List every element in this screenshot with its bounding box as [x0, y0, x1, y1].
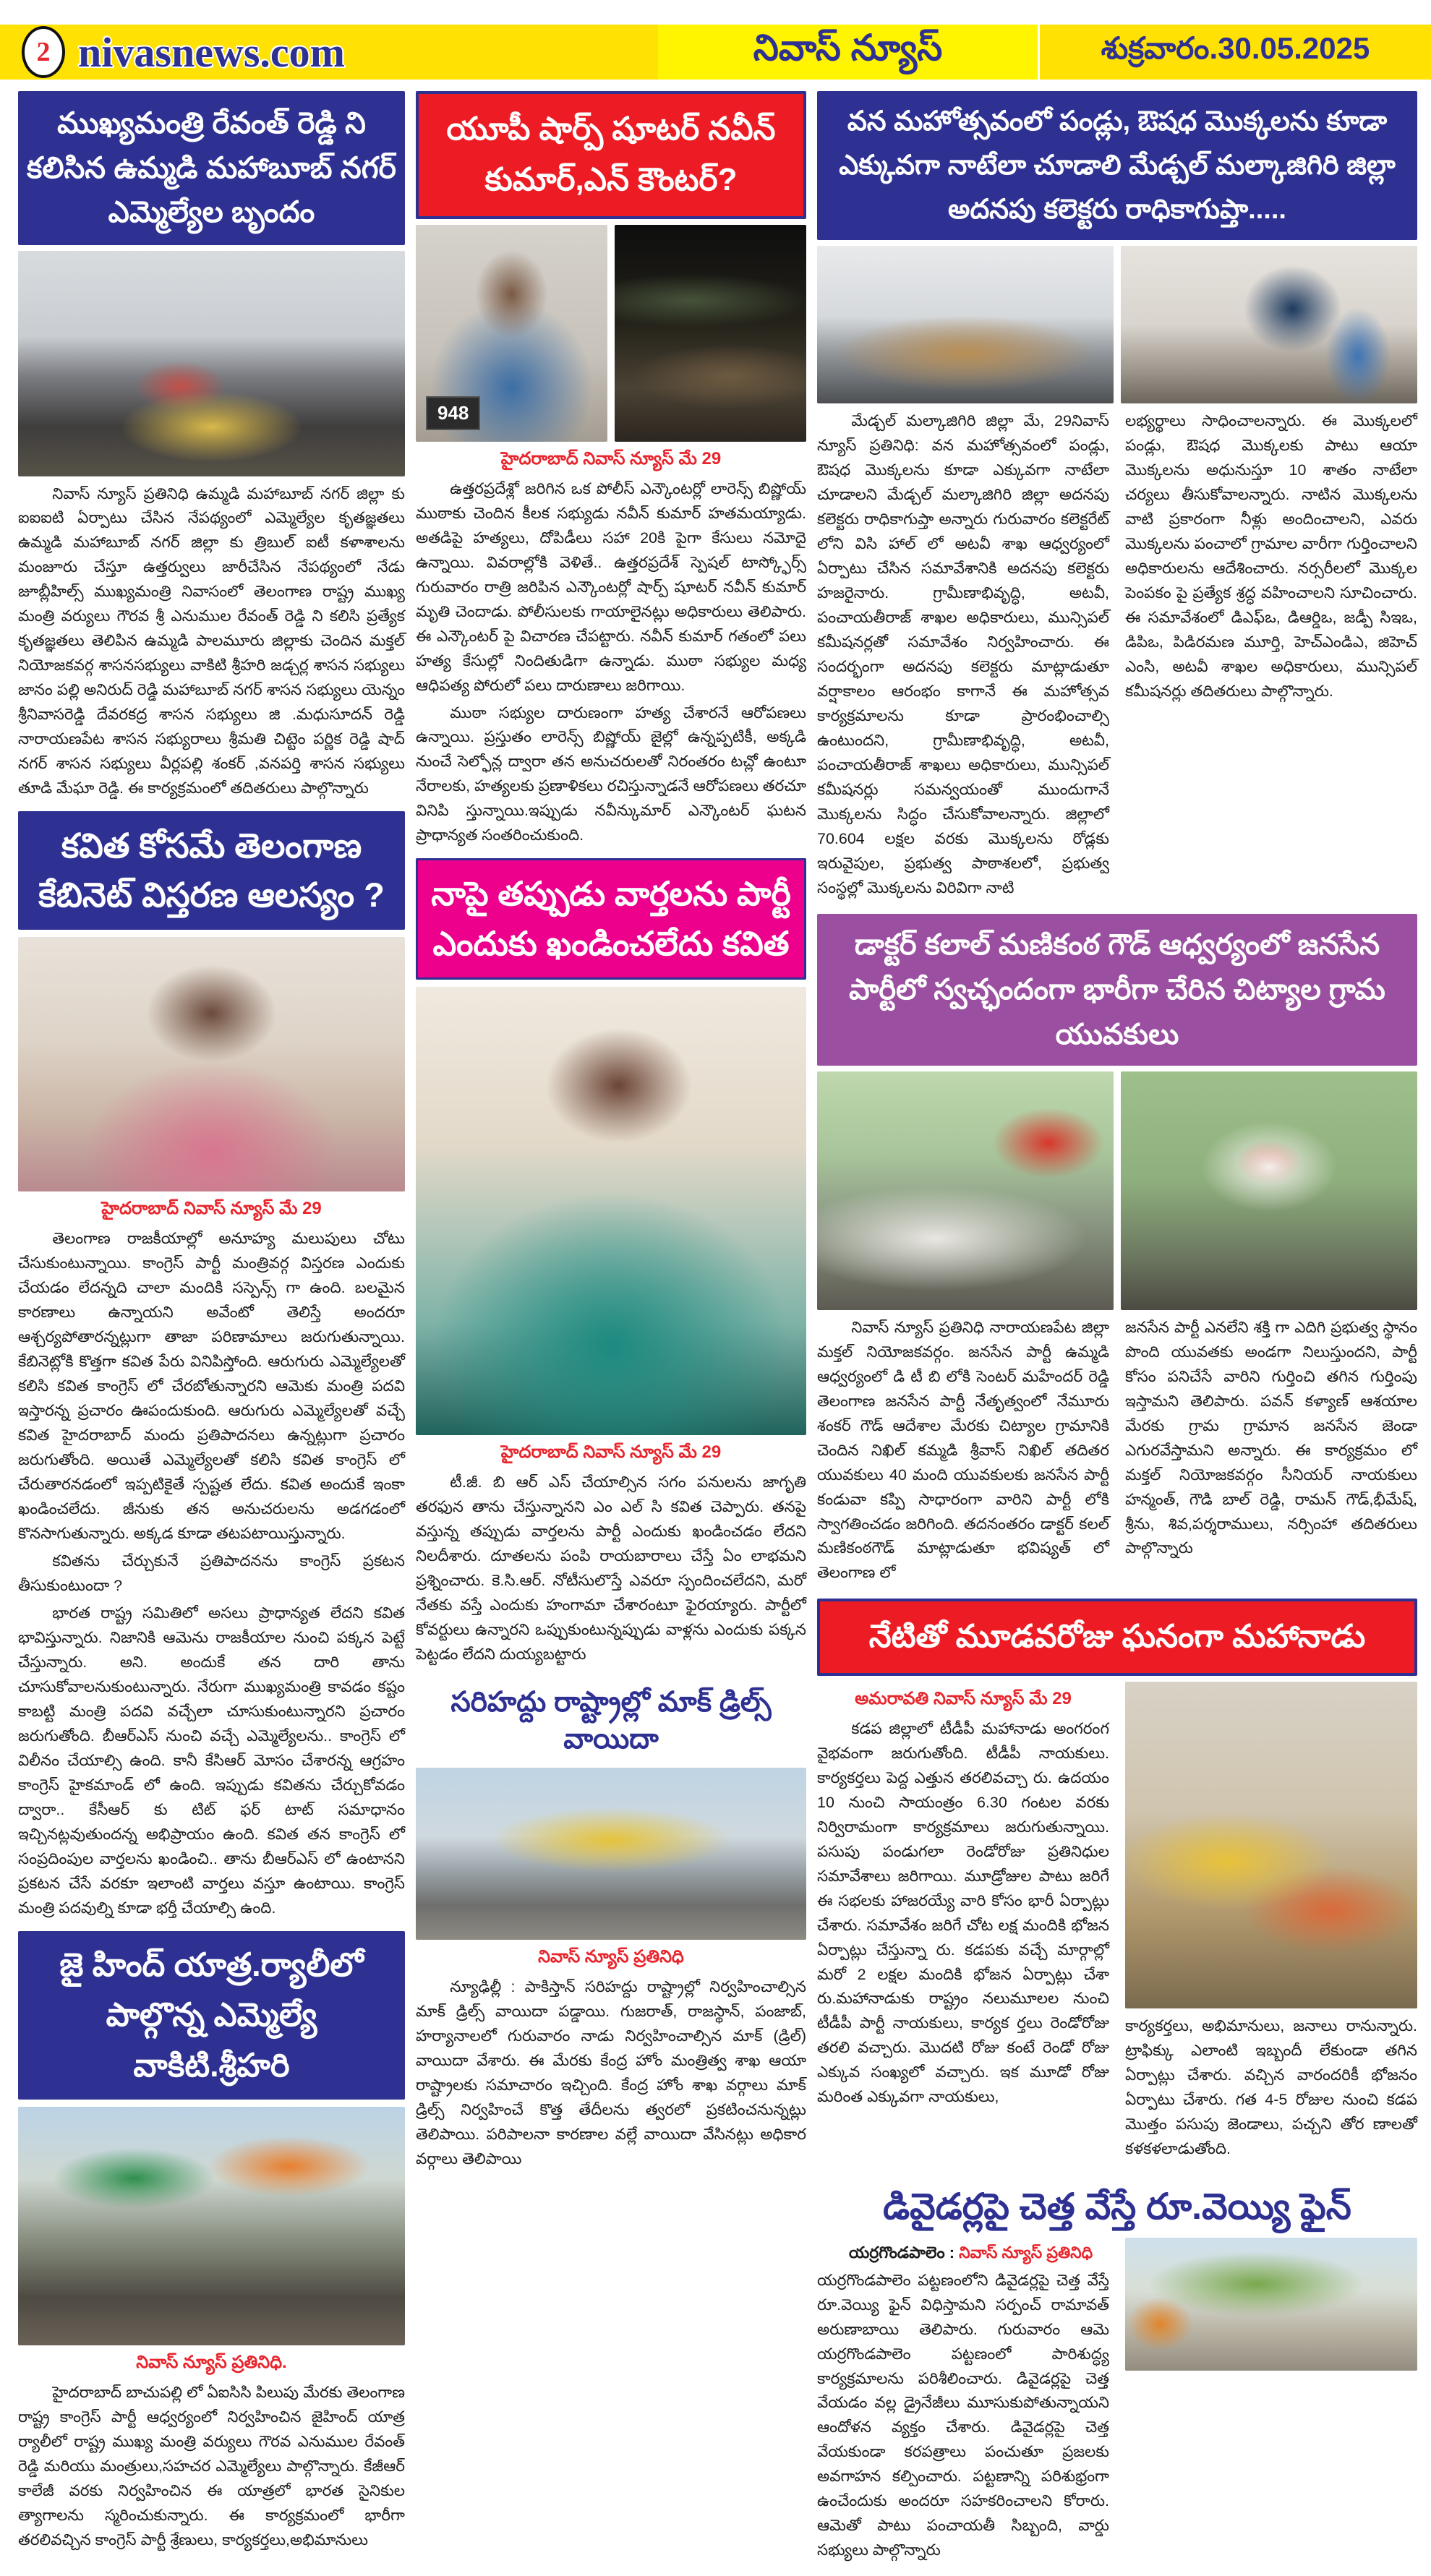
dateline-agency: నివాస్ న్యూస్ ప్రతినిధి: [959, 2243, 1093, 2262]
story-vana-mahotsavam: [817, 91, 1417, 904]
edition-date: శుక్రవారం.30.05.2025: [1101, 30, 1370, 65]
body-vana-mahotsavam: [817, 409, 1417, 903]
story-kavitha-cabinet: [18, 811, 405, 1920]
mahanadu-layout: [817, 1682, 1417, 2165]
body-cm-meeting: [18, 482, 405, 802]
story-mock-drills: [416, 1677, 806, 2172]
column-1: [18, 91, 405, 2576]
divider-right: [1125, 2238, 1417, 2567]
paragraph-right: కార్యకర్తలు, అభిమానులు, జనాలు రానున్నారు. ట్రాఫిక్కు ఎలాంటి ఇబ్బందీ లేకుండా తగిన ఏర్పాట్లు చేశారు. వచ్చిన వారందరికీ భోజనం ఏర్పాటు చేశారు. గత 4-5 రోజుల నుంచి కడప మొత్తం పసుపు జెండాలు, పచ్చని తోర ణాలతో కళకళలాడుతోంది.: [1125, 2016, 1417, 2157]
paragraph: న్యూఢిల్లీ : పాకిస్తాన్ సరిహద్దు రాష్ట్రాల్లో నిర్వహించాల్సిన మాక్ డ్రిల్స్ వాయిదా పడ్డాయి. గుజరాత్, రాజస్థాన్, పంజాబ్, హర్యానాలలో గురువారం నాడు నిర్వహించాల్సిన మాక్ (డ్రిల్) వాయిదా వేశారు. ఈ మేరకు కేంద్ర హోం మంత్రిత్వ శాఖ ఆయా రాష్ట్రాలకు సమాచారం ఇచ్చింది. కేంద్ర హోం శాఖ వర్గాలు మాక్ డ్రిల్స్ నిర్వహించే కొత్త తేదీలను త్వరలో ప్రకటించనున్నట్లు తెలిపాయి. పరిపాలనా కారణాల వల్లే వాయిదా వేసినట్లు అధికార వర్గాలు తెలిపాయి: [416, 1978, 806, 2168]
photo-kavitha-portrait: [18, 937, 405, 1191]
paragraph-left: మేడ్చల్ మల్కాజిగిరి జిల్లా మే, 29నివాస్ న్యూస్ ప్రతినిధి: వన మహోత్సవంలో పండ్లు, ఔషధ మొక్కలను కూడా ఎక్కువగా నాటేలా చూడాలని మేడ్చల్ మల్కాజిగిరి జిల్లా అదనపు కలెక్టరు రాధికాగుప్తా అన్నారు గురువారం కలెక్టరేట్ లోని విసి హాల్ లో అటవీ శాఖ ఆధ్వర్యంలో ఏర్పాటు చేసిన సమావేశానికి అదనపు కలెక్టరు హజరైనారు. గ్రామీణాభివృద్ధి, అటవీ, పంచాయతీరాజ్ శాఖల అధికారులు, మున్సిపల్ కమీషనర్లతో సమావేశం నిర్వహించారు. ఈ సందర్భంగా అదనపు కలెక్టరు మాట్లాడుతూ వర్షాకాలం ఆరంభం కాగానే ఈ మహోత్సవ కార్యక్రమాలను కూడా ప్రారంభించాల్సి ఉంటుందని, గ్రామీణాభివృద్ధి, అటవీ, పంచాయతీరాజ్ శాఖలు అధికారులు, మున్సిపల్ కమీషనర్లు సమన్వయంతో ముందుగానే మొక్కలను సిద్ధం చేసుకోవాలన్నారు. జిల్లాలో 70.604 లక్షల వరకు మొక్కలను రోడ్లకు ఇరువైపుల, ప్రభుత్వ పాఠాశలలో, ప్రభుత్వ సంస్థల్లో మొక్కలను విరివిగా నాటి: [817, 412, 1109, 897]
headline-jaihind-rally: జై హింద్ యాత్ర.ర్యాలీలో పాల్గొన్న ఎమ్మెల్యే వాకిటి.శ్రీహరి: [18, 1931, 405, 2100]
story-kavitha-party: [416, 858, 806, 1667]
photo-mahanadu-crowd: [1125, 1682, 1417, 2008]
photo-collectorate-meeting: [817, 246, 1114, 403]
body-janasena-joining: [817, 1316, 1417, 1589]
page-number-badge: [22, 26, 65, 78]
paragraph-left: నివాస్ న్యూస్ ప్రతినిధి నారాయణపేట జిల్లా మక్తల్ నియోజకవర్గం. జనసేన పార్టీ ఉమ్మడి ఆధ్వర్యంలో డి టీ బి లోకి సెంటర్ మహేందర్ రెడ్డి తెలంగాణ జనసేన పార్టీ నేతృత్వంలో నేమూరు శంకర్ గౌడ్ ఆదేశాల మేరకు చిట్యాల గ్రామానికి చెందిన నిఖిల్ కమ్మడి శ్రీవాస్ నిఖిల్ తదితర యువకులు 40 మంది యువకులకు జనసేన పార్టీ కండువా కప్పి సాధారంగా వారిని పార్టీ లోకి స్వాగతించడం జరిగింది. తదనంతరం డాక్టర్ కలల్ మణికంఠగౌడ్ మాట్లాడుతూ భవిష్యత్ లో తెలంగాణ లో: [817, 1318, 1109, 1582]
masthead-center: [658, 25, 1040, 80]
photo-mugshot: [416, 225, 607, 442]
column-3: [817, 91, 1417, 2576]
headline-janasena-joining: డాక్టర్ కలాల్ మణికంఠ గౌడ్ ఆధ్వర్యంలో జనసేన పార్టీలో స్వచ్ఛందంగా భారీగా చేరిన చిట్యాల గ్రామ యువకులు: [817, 914, 1417, 1066]
headline-kavitha-cabinet: కవిత కోసమే తెలంగాణ కేబినెట్ విస్తరణ ఆలస్యం ?: [18, 811, 405, 930]
body-mock-drills: [416, 1975, 806, 2172]
story-mahanadu: [817, 1599, 1417, 2164]
paragraph: తెలంగాణ రాజకీయాల్లో అనూహ్య మలుపులు చోటు చేసుకుంటున్నాయి. కాంగ్రెస్ పార్టీ మంత్రివర్గ విస్తరణ ఎందుకు చేయడం లేదన్నది చాలా మందికి సస్పెన్స్ గా ఉంది. బలమైన కారణాలు ఉన్నాయని అవేంటో తెలిస్తే అందరూ ఆశ్చర్యపోతారన్నట్లుగా తాజా పరిణామాలు జరుగుతున్నాయి. కేబినెట్లోకి కొత్తగా కవిత పేరు వినిపిస్తోంది. ఆరుగురు ఎమ్మెల్యేలతో కలిసి కవిత కాంగ్రెస్ లో చేరబోతున్నారని ఆమెకు మంత్రి పదవి ఇస్తారన్న ప్రచారం ఊపందుకుంది. ఆరుగురు ఎమ్మెల్యేలతో వచ్చే కవిత హైదరాబాద్ మందు ప్రతిపాదనలు ఉన్నట్లుగా ప్రచారం జరుగుతోంది. అయితే ఎమ్మెల్యేలతో కలిసి కవిత కాంగ్రెస్ లో చేరుతారనడంలో ఇప్పటికైతే స్పష్టత లేదు. కవిత అందుకే ఇంకా ఖండించలేదు. జీనుకు తన అనుచరులను అడగడంలో కొనసాగుతున్నారు. అక్కడ కూడా తటపటాయిస్తున్నారు.: [18, 1230, 405, 1542]
headline-mahanadu: నేటితో మూడవరోజు ఘనంగా మహానాడు: [817, 1599, 1417, 1675]
page-number: 2: [36, 37, 51, 67]
body-kavitha-party: [416, 1471, 806, 1667]
photo-collector-desk: [1121, 246, 1417, 403]
paragraph: ముఠా సభ్యుల దారుణంగా హత్య చేశారనే ఆరోపణలు ఉన్నాయి. ప్రస్తుతం లారెన్స్ బిష్ణోయ్ జైల్లో ఉన్నప్పటికీ, అక్కడి నుంచే సెల్ఫోన్ల ద్వారా తన అనుచరులతో నిరంతరం టచ్లో ఉంటూ నేరాలకు, హత్యలకు ప్రణాళికలు రచిస్తున్నాడనే ఆరోపణలు తరచూ వినిపి స్తున్నాయి.ఇప్పుడు నవీన్కుమార్ ఎన్కౌంటర్ ఘటన ప్రాధాన్యత సంతరించుకుంది.: [416, 703, 806, 844]
dateline-kavitha-party: హైదరాబాద్ నివాస్ న్యూస్ మే 29: [500, 1442, 722, 1463]
dateline-divider-fine: [817, 2243, 1109, 2266]
encounter-photos: [416, 225, 806, 442]
story-janasena-joining: [817, 914, 1417, 1589]
headline-mock-drills: సరిహద్దు రాష్ట్రాల్లో మాక్ డ్రిల్స్ వాయిదా: [450, 1687, 772, 1755]
paragraph: నివాస్ న్యూస్ ప్రతినిధి ఉమ్మడి మహాబూబ్ నగర్ జిల్లా కు ఐఐఐటి ఏర్పాటు చేసిన నేపథ్యంలో ఎమ్మెల్యేల కృతజ్ఞతలు ఉమ్మడి మహాబూబ్ నగర్ జిల్లా కు త్రిబుల్ ఐటీ కళాశాలను మంజూరు చేస్తూ ఉత్తర్వులు జారీచేసిన నేపథ్యంలో నేడు జూబ్లీహిల్స్ ముఖ్యమంత్రి నివాసంలో తెలంగాణ రాష్ట్ర ముఖ్య మంత్రి వర్యులు గౌరవ శ్రీ ఎనుముల రేవంత్ రెడ్డి ని కలిసి ప్రత్యేక కృతజ్ఞతలు తెలిపిన ఉమ్మడి పాలమూరు జిల్లాకు చెందిన మక్తల్ నియోజకవర్గ శాసనసభ్యులు వాకిటి శ్రీహరి జడ్చర్ల శాసన సభ్యులు జానం పల్లి అనిరుద్ రెడ్డి మహాబూబ్ నగర్ శాసన సభ్యులు యెన్నం శ్రీనివాసరెడ్డి దేవరకద్ర శాసన సభ్యులు జి .మధుసూదన్ రెడ్డి నారాయణపేట శాసన సభ్యురాలు శ్రీమతి చిట్టెం పర్ణిక రెడ్డి షాద్ నగర్ శాసన సభ్యులు వీర్లపల్లి శంకర్ ,వనపర్తి శాసన సభ్యులు తూడి మేఘా రెడ్డి. ఈ కార్యక్రమంలో తదితరులు పాల్గొన్నారు: [18, 484, 405, 797]
paragraph: హైదరాబాద్ బాచుపల్లి లో ఏఐసిసి పిలుపు మేరకు తెలంగాణ రాష్ట్ర కాంగ్రెస్ పార్టీ ఆధ్వర్యంలో నిర్వహించిన జైహింద్ యాత్ర ర్యాలీలో రాష్ట్ర ముఖ్య మంత్రి వర్యులు గౌరవ ఎనుముల రేవంత్ రెడ్డి మరియు మంత్రులు,సహచర ఎమ్మెల్యేలు పాల్గొన్నారు. కేజీఆర్ కాలేజీ వరకు నిర్వహించిన ఈ యాత్రలో భారత సైనికుల త్యాగాలను స్మరించుకున్నారు. ఈ కార్యక్రమంలో భారీగా తరలివచ్చిన కాంగ్రెస్ పార్టీ శ్రేణులు, కార్యకర్తలు,అభిమానులు: [18, 2383, 405, 2549]
column-2: [416, 91, 806, 2576]
headline-encounter: యూపీ షార్ప్ షూటర్ నవీన్ కుమార్,ఎన్ కౌంటర్?: [416, 91, 806, 219]
paragraph: టీ.జీ. బి ఆర్ ఎస్ చేయాల్సిన సగం పనులను జాగృతి తరఫున తాను చేస్తున్నానని ఎం ఎల్ సి కవిత చెప్పారు. తనపై వస్తున్న తప్పుడు వార్తలను పార్టీ ఎందుకు ఖండించడం లేదని నిలదీశారు. దూతలను పంపి రాయబారాలు చేస్తే ఏం లాభమని ప్రశ్నించారు. కె.సి.ఆర్. నోటీసులొస్తే ఎవరూ స్పందించలేదని, మరో నేతకు వస్తే ఎందుకు హంగామా చేశారంటూ ఫైరయ్యారు. పార్టీలో కోవర్టులు ఉన్నారని ఒప్పుకుంటున్నప్పుడు వాళ్లను ఎందుకు పక్కన పెట్టడం లేదని దుయ్యబట్టారు: [416, 1473, 806, 1664]
body-kavitha-cabinet: [18, 1227, 405, 1920]
janasena-photos: [817, 1071, 1417, 1310]
mahanadu-right: [1125, 1682, 1417, 2165]
headline-kavitha-party: నాపై తప్పుడు వార్తలను పార్టీ ఎందుకు ఖండించలేదు కవిత: [416, 858, 806, 980]
photo-janasena-flag: [1121, 1071, 1417, 1310]
paragraph-right: లభ్యర్థాలు సాధించాలన్నారు. ఈ మొక్కలలో పండ్లు, ఔషధ మొక్కలకు పాటు ఆయా మొక్కలను అధునుస్తూ 10 శాతం నాటేలా చర్యలు తీసుకోవాలన్నారు. నాటిన మొక్కలను వాటి ప్రకారంగా నీళ్లు అందించాలని, ఎవరు మొక్కలను పంచాలో గ్రామాల వారీగా గుర్తించాలని అధికారులను ఆదేశించారు. నర్సరీలలో మొక్కల పెంపకం పై ప్రత్యేక శ్రద్ధ వహించాలని సూచించారు. ఈ సమావేశంలో డిఎఫ్ఒ, డిఆర్డిఒ, జడ్పీ సిఇఒ, డిపిఒ, పిడిరమణ మూర్తి, హెచ్ఎండిఎ, జిహెచ్ ఎంసి, అటవీ శాఖల అధికారులు, మున్సిపల్ కమీషనర్లు తదితరులు పాల్గొన్నారు.: [1125, 412, 1417, 701]
dateline-mock-drills: నివాస్ న్యూస్ ప్రతినిధి: [538, 1947, 684, 1967]
dateline-jaihind-rally: నివాస్ న్యూస్ ప్రతినిధి.: [136, 2352, 287, 2372]
vana-photos: [817, 246, 1417, 403]
content-columns: [0, 80, 1431, 2576]
paragraph: యర్రగొండపాలెం పట్టణంలోని డివైడర్లపై చెత్త వేస్తే రూ.వెయ్యి ఫైన్ విధిస్తామని సర్పంచ్ రామావత్ అరుణాబాయి తెలిపారు. గురువారం ఆమె యర్రగొండపాలెం పట్టణంలో పారిశుద్ధ్య కార్యక్రమాలను పరిశీలించారు. డివైడర్లపై చెత్త వేయడం వల్ల డ్రైనేజీలు మూసుకుపోతున్నాయని ఆందోళన వ్యక్తం చేశారు. డివైడర్లపై చెత్త వేయకుండా కరపత్రాలు పంచుతూ ప్రజలకు అవగాహన కల్పించారు. పట్టణాన్ని పరిశుభ్రంగా ఉంచేందుకు అందరూ సహకరించాలని కోరారు. ఆమెతో పాటు పంచాయతీ సిబ్బంది, వార్డు సభ్యులు పాల్గొన్నారు: [817, 2271, 1109, 2559]
story-divider-fine: [817, 2175, 1417, 2567]
headline-vana-mahotsavam: వన మహోత్సవంలో పండ్లు, ఔషధ మొక్కలను కూడా ఎక్కువగా నాటేలా చూడాలి మేడ్చల్ మల్కాజిగిరి జిల్లా అదనపు కలెక్టరు రాధికాగుప్తా.....: [817, 91, 1417, 240]
divider-left: [817, 2238, 1109, 2567]
top-margin: [0, 0, 1431, 25]
mugshot-board: 948: [426, 396, 480, 430]
mahanadu-left: [817, 1682, 1109, 2165]
paragraph: భారత రాష్ట్ర సమితిలో అసలు ప్రాధాన్యత లేదని కవిత భావిస్తున్నారు. నిజానికి ఆమెను రాజకీయాల నుంచి పక్కన పెట్టే చేస్తున్నారు. అని. అందుకే తన దారి తాను చూసుకోవాలనుకుంటున్నారు. నేరుగా ముఖ్యమంత్రి కావడం కష్టం కాబట్టి మంత్రి పదవి వచ్చేలా చూసుకుంటున్నారని ప్రచారం జరుగుతోంది. బీఆర్ఎస్ నుంచి వచ్చే ఎమ్మెల్యేలను.. కాంగ్రెస్ లో విలీనం చేయాల్సి ఉంది. కానీ కేసిఆర్ మోసం చేశారన్న ఆగ్రహం కాంగ్రెస్ హైకమాండ్ లో ఉంది. ఇప్పుడు కవితను చేర్చుకోవడం ద్వారా.. కేసీఆర్ కు టిట్ ఫర్ టాట్ సమాధానం ఇచ్చినట్లవుతుందన్న అభిప్రాయం ఉంది. కవిత తన కాంగ్రెస్ లో సంప్రదింపుల వార్తలను ఖండించి.. తాను బీఆర్ఎస్ లో ఉంటానని ప్రకటన చేసే వరకూ ఇలాంటి వార్తలు వస్తూ ఉంటాయి. కాంగ్రెస్ మంత్రి పదవుల్ని కూడా భర్తీ చేయాల్సి ఉంది.: [18, 1604, 405, 1917]
divider-layout: [817, 2238, 1417, 2567]
story-encounter: [416, 91, 806, 848]
dateline-location: యర్రగొండపాలెం :: [849, 2243, 955, 2262]
story-jaihind-rally: [18, 1931, 405, 2553]
photo-rally: [18, 2107, 405, 2345]
story-cm-meeting: [18, 91, 405, 801]
paragraph-left: కడప జిల్లాలో టీడీపీ మహానాడు అంగరంగ వైభవంగా జరుగుతోంది. టీడీపీ నాయకులు. కార్యకర్తలు పెద్ద ఎత్తున తరలివచ్చా రు. ఉదయం 10 నుంచి సాయంత్రం 6.30 గంటల వరకు నిర్విరామంగా కార్యక్రమాలు జరుగుతున్నాయి. పసుపు పండుగలా రెండోరోజు ప్రతినిధుల సమావేశాలు జరిగాయి. మూడ్రోజుల పాటు జరిగే ఈ సభలకు హాజరయ్యే వారి కోసం భారీ ఏర్పాట్లు చేశారు. సమావేశం జరిగే చోట లక్ష మందికి భోజన ఏర్పాట్లు చేస్తున్నా రు. కడపకు వచ్చే మార్గాల్లో మరో 2 లక్షల మందికి భోజన ఏర్పాట్లు చేశా రు.మహానాడుకు రాష్ట్రం నలుమూలల నుంచి టీడీపీ పార్టీ నాయకులు, కార్యక ర్తలు రెండోరోజు తరలి వచ్చారు. మొదటి రోజు కంటే రెండో రోజు ఎక్కువ సంఖ్యలో వచ్చారు. ఇక మూడో రోజు మరింత ఎక్కువగా నాయకులు,: [817, 1719, 1109, 2106]
dateline-mahanadu: అమరావతి నివాస్ న్యూస్ మే 29: [855, 1688, 1072, 1708]
dateline-kavitha-cabinet: హైదరాబాద్ నివాస్ న్యూస్ మే 29: [101, 1199, 322, 1219]
photo-crime-scene: [615, 225, 806, 442]
body-encounter: [416, 477, 806, 849]
site-logo[interactable]: nivasnews.com: [78, 28, 345, 76]
paragraph: ఉత్తరప్రదేశ్లో జరిగిన ఒక పోలీస్ ఎన్కౌంటర్లో లారెన్స్ బిష్ణోయ్ ముఠాకు చెందిన కీలక సభ్యుడు నవీన్ కుమార్ హతమయ్యాడు. అతడిపై హత్యలు, దోపిడీలు సహా 20కి పైగా కేసులు నమోదై ఉన్నాయి. వివరాల్లోకి వెళితే.. ఉత్తరప్రదేశ్ స్పెషల్ టాస్క్ఫోర్స్ గురువారం రాత్రి జరిపిన ఎన్కౌంటర్లో షార్ప్ షూటర్ నవీన్ కుమార్ మృతి చెందాడు. పోలీసులకు గాయాలైనట్లు అధికారులు తెలిపారు. ఈ ఎన్కౌంటర్ పై విచారణ చేపట్టారు. నవీన్ కుమార్ గతంలో పలు హత్య కేసుల్లో నిందితుడిగా ఉన్నాడు. ముఠా సభ్యుల మధ్య ఆధిపత్య పోరులో పలు దారుణాలు జరిగాయి.: [416, 479, 806, 694]
dateline-encounter: హైదరాబాద్ నివాస్ న్యూస్ మే 29: [500, 448, 722, 468]
paragraph-right: జనసేన పార్టీ ఎనలేని శక్తి గా ఎదిగి ప్రభుత్వ స్థానం పొంది యువతకు అండగా నిలుస్తుందని, పార్టీ కోసం పనిచేసే వారిని గుర్తించి తగిన గుర్తింపు ఇస్తామని తెలిపారు. పవన్ కళ్యాణ్ ఆశయాల మేరకు గ్రామ గ్రామాన జనసేన జెండా ఎగురవేస్తామని అన్నారు. ఈ కార్యక్రమం లో మక్తల్ నియోజకవర్గం సీనియర్ నాయకులు హన్మంత్, గౌడి బాల్ రెడ్డి, రామన్ గౌడ్,భీమేష్, శ్రీను, శివ,పర్శరాములు, నర్సింహా తదితరులు పాల్గొన్నారు: [1125, 1318, 1417, 1557]
photo-janasena-group: [817, 1071, 1114, 1310]
body-jaihind-rally: [18, 2381, 405, 2553]
headline-divider-fine: డివైడర్లపై చెత్త వేస్తే రూ.వెయ్యి ఫైన్: [883, 2186, 1351, 2227]
photo-toll-plaza: [416, 1768, 806, 1940]
masthead-left: [0, 25, 658, 80]
photo-street-cleanup: [1125, 2238, 1417, 2371]
masthead: [0, 25, 1431, 80]
photo-kavitha-speaking: [416, 987, 806, 1435]
photo-cm-meeting: [18, 251, 405, 476]
masthead-title: నివాస్ న్యూస్: [753, 27, 943, 68]
headline-cm-meeting: ముఖ్యమంత్రి రేవంత్ రెడ్డి ని కలిసిన ఉమ్మడి మహాబూబ్ నగర్ ఎమ్మెల్యేల బృందం: [18, 91, 405, 245]
paragraph: కవితను చేర్చుకునే ప్రతిపాదనను కాంగ్రెస్ ప్రకటన తీసుకుంటుందా ?: [18, 1552, 405, 1594]
masthead-right: [1040, 25, 1431, 80]
